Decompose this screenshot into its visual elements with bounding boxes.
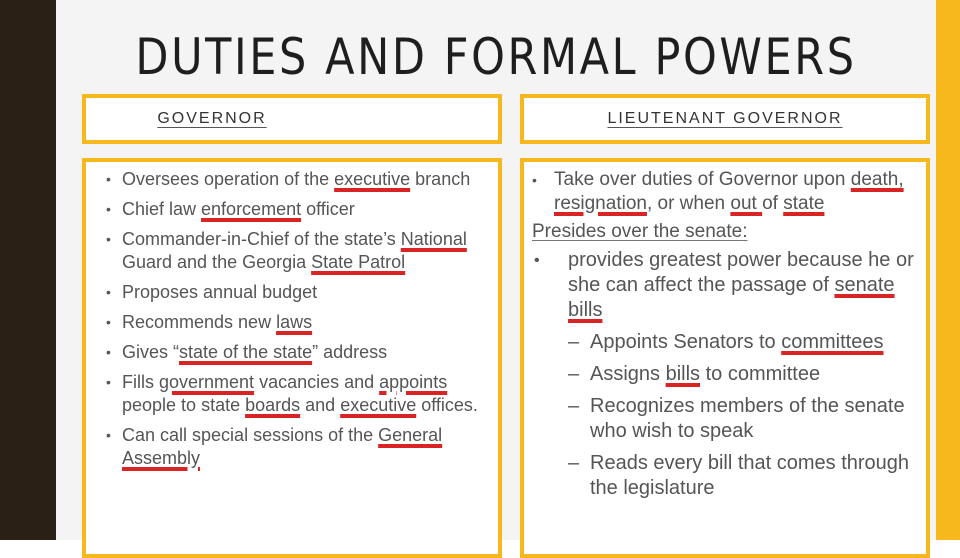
governor-header-box [82, 94, 502, 144]
text-segment: Guard and the Georgia [122, 252, 312, 272]
text-segment: Reads every bill that comes through the legislature [590, 452, 910, 499]
text-segment: people to state [122, 395, 246, 415]
text-segment: provides greatest power because he or she can affect the passage of [568, 249, 914, 296]
bullet-marker: • [532, 172, 537, 188]
dash-marker: – [568, 363, 580, 385]
governor-duty-item [106, 371, 484, 417]
governor-duty-item [106, 341, 484, 364]
governor-header: GOVERNOR [157, 110, 267, 127]
presides-heading [532, 220, 914, 244]
text-segment: Take over duties of Governor upon [554, 169, 851, 190]
senate-duties-list [532, 330, 914, 501]
text-segment: Recognizes members of the senate who wish to speak [590, 395, 905, 442]
text-segment: Assigns [590, 363, 666, 385]
governor-duties-list [86, 162, 498, 470]
key-term: out [730, 193, 763, 214]
key-term: death, resignation [554, 169, 904, 214]
governor-duty-item [106, 228, 484, 274]
text-segment: offices. [416, 395, 478, 415]
text-segment: ” address [312, 342, 388, 362]
governor-duty-item [106, 198, 484, 221]
text-segment: of [762, 193, 784, 214]
lt-governor-header-box [520, 94, 930, 144]
key-term: state [783, 193, 825, 214]
text-segment: Commander-in-Chief of the state’s [122, 229, 401, 249]
senate-duty-item [532, 330, 914, 355]
dash-marker: – [568, 395, 580, 417]
senate-duty-item [532, 451, 914, 501]
text-segment: , or when [646, 193, 731, 214]
senate-duty-item [532, 362, 914, 387]
presides-colon: : [742, 221, 748, 242]
text-segment: Gives “ [122, 342, 180, 362]
key-term: appoints [379, 372, 448, 392]
governor-duties-box [82, 158, 502, 558]
text-segment: to committee [700, 363, 821, 385]
lt-governor-duties-content [524, 162, 926, 501]
senate-duty-item [532, 394, 914, 444]
bullet-marker: • [534, 252, 540, 269]
governor-duty-item [106, 168, 484, 191]
text-segment: and [300, 395, 341, 415]
governor-duty-item [106, 424, 484, 470]
governor-duty-item [106, 281, 484, 304]
text-segment: Fills [122, 372, 159, 392]
key-term: committees [781, 331, 884, 353]
key-term: government [159, 372, 255, 392]
slide-title: DUTIES AND FORMAL POWERS [135, 28, 857, 86]
key-term: executive [334, 169, 411, 189]
presides-text: Presides over the senate [532, 221, 743, 242]
senate-power-text [568, 249, 914, 321]
text-segment: Can call special sessions of the [122, 425, 379, 445]
text-segment: officer [301, 199, 355, 219]
right-accent-band [936, 0, 960, 540]
text-segment: Appoints Senators to [590, 331, 782, 353]
text-segment: Proposes annual budget [122, 282, 318, 302]
key-term: enforcement [201, 199, 302, 219]
lt-governor-duties-box [520, 158, 930, 558]
dash-marker: – [568, 452, 580, 474]
text-segment: Recommends new [122, 312, 277, 332]
key-term: General Assembly [122, 425, 443, 468]
key-term: State Patrol [311, 252, 406, 272]
text-segment: Chief law [122, 199, 202, 219]
key-term: bills [665, 363, 701, 385]
dash-marker: – [568, 331, 580, 353]
lt-governor-header: LIEUTENANT GOVERNOR [607, 110, 843, 127]
key-term: senate bills [568, 274, 895, 321]
senate-power-bullet [532, 248, 914, 323]
text-segment: branch [410, 169, 471, 189]
lt-governor-bullet [532, 168, 914, 216]
key-term: state of the state [179, 342, 313, 362]
key-term: laws [276, 312, 313, 332]
key-term: boards [245, 395, 301, 415]
text-segment: vacancies and [254, 372, 380, 392]
key-term: executive [340, 395, 417, 415]
governor-duty-item [106, 311, 484, 334]
key-term: National [400, 229, 467, 249]
text-segment: Oversees operation of the [122, 169, 335, 189]
lt-governor-bullet-text [554, 169, 904, 214]
